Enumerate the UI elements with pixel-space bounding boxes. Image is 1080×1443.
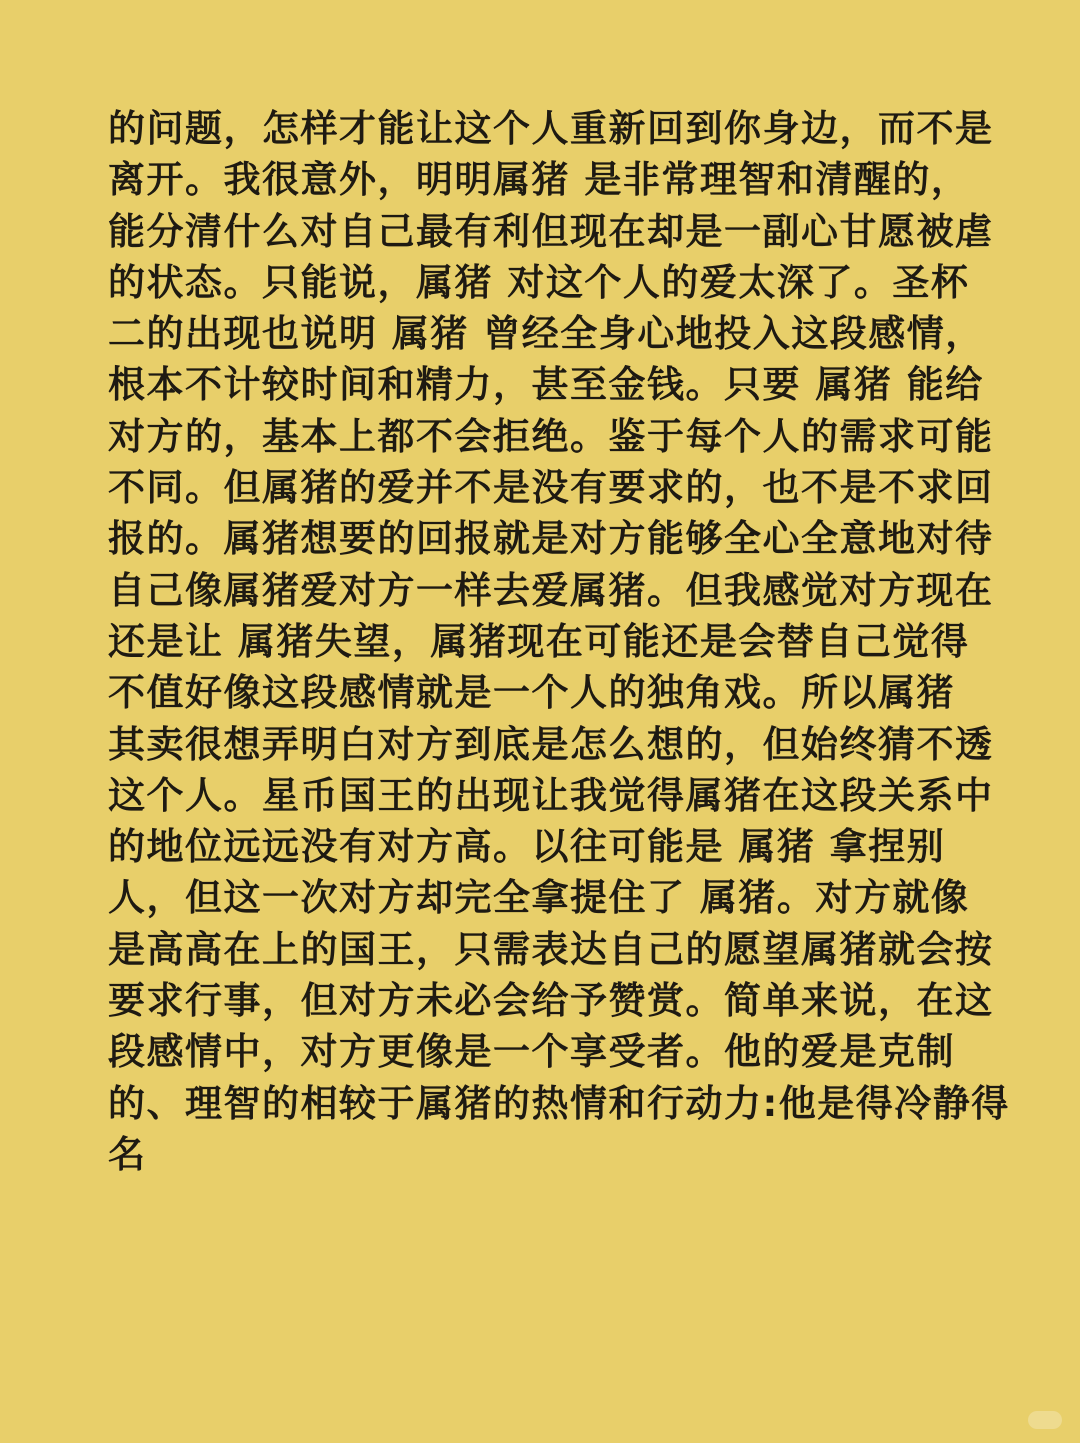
text-line-1: 的问题，怎样才能让这个人重新回到你身边，而不是 [108, 107, 994, 150]
text-line-9: 报的。属猪想要的回报就是对方能够全心全意地对待 [108, 517, 994, 561]
article-text [108, 103, 1010, 1180]
text-line-15: 的地位远远没有对方高。以往可能是 属猪 拿捏别 [108, 825, 946, 869]
text-line-6: 根本不计较时间和精力，甚至金钱。只要 属猪 能给 [108, 363, 984, 407]
text-line-2: 离开。我很意外，明明属猪 是非常理智和清醒的， [108, 158, 970, 202]
text-line-16: 人，但这一次对方却完全拿提住了 属猪。对方就像 [108, 876, 970, 920]
text-line-14: 这个人。星币国王的出现让我觉得属猪在这段关系中 [108, 773, 994, 817]
text-line-8: 不同。但属猪的爱并不是没有要求的，也不是不求回 [108, 466, 994, 510]
text-line-3: 能分清什么对自己最有利但现在却是一副心甘愿被虐 [108, 209, 994, 253]
text-line-12: 不值好像这段感情就是一个人的独角戏。所以属猪 [108, 671, 955, 715]
text-line-11: 还是让 属猪失望，属猪现在可能还是会替自己觉得 [108, 619, 970, 663]
text-line-5: 二的出现也说明 属猪 曾经全身心地投入这段感情， [108, 312, 984, 356]
text-line-10: 自己像属猪爱对方一样去爱属猪。但我感觉对方现在 [108, 568, 994, 612]
text-line-13: 其卖很想弄明白对方到底是怎么想的，但始终猜不透 [108, 722, 994, 766]
text-line-20: 的、理智的相较于属猪的热情和行动力:他是得冷静得 [108, 1081, 1010, 1125]
text-line-19: 段感情中，对方更像是一个享受者。他的爱是克制 [108, 1030, 955, 1074]
text-line-4: 的状态。只能说，属猪 对这个人的爱太深了。圣杯 [108, 260, 970, 304]
text-line-18: 要求行事，但对方未必会给予赞赏。简单来说，在这 [108, 979, 994, 1023]
text-line-17: 是高高在上的国王，只需表达自己的愿望属猪就会按 [108, 927, 994, 971]
watermark-logo [1028, 1411, 1062, 1429]
text-line-21: 名 [108, 1132, 147, 1176]
text-line-7: 对方的，基本上都不会拒绝。鉴于每个人的需求可能 [108, 414, 994, 458]
